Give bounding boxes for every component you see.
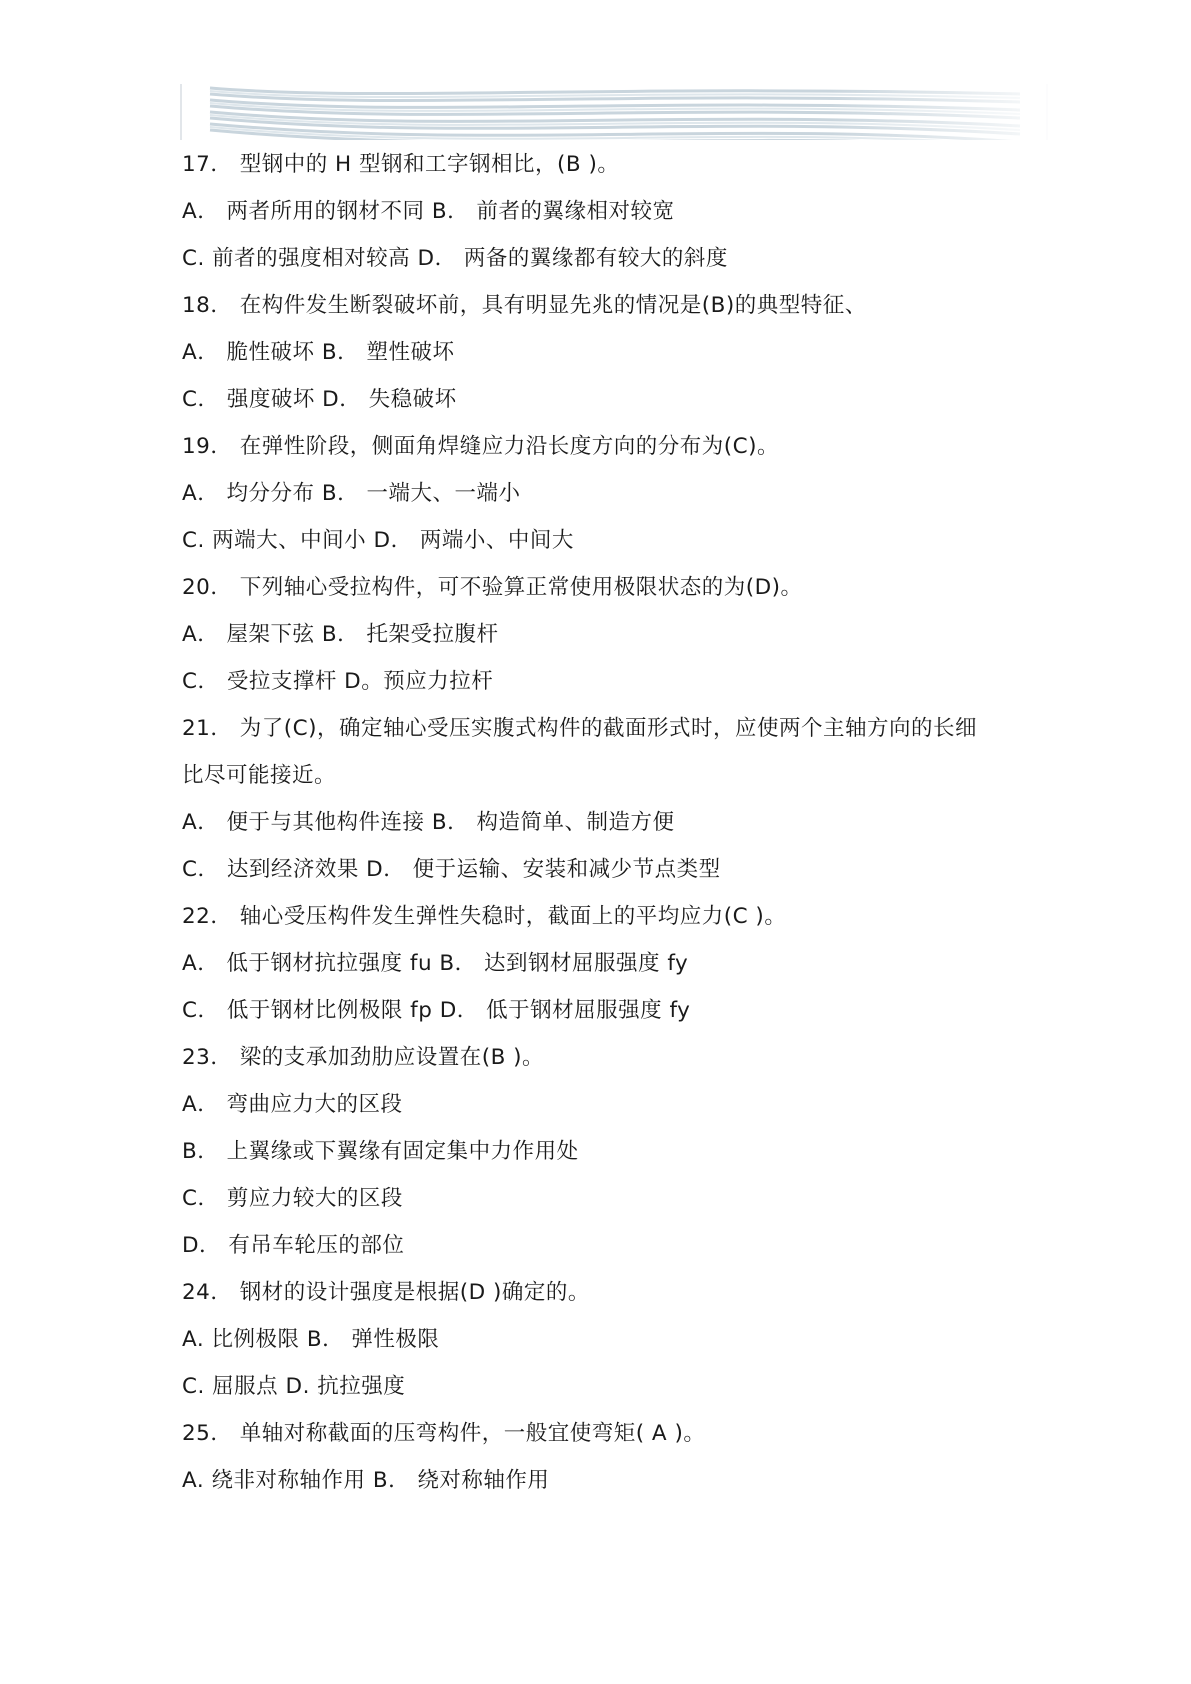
- question-21-continued: 比尽可能接近。: [182, 763, 337, 788]
- question-20-options-ab: A． 屋架下弦 B． 托架受拉腹杆: [182, 622, 499, 647]
- question-23-option-b: B． 上翼缘或下翼缘有固定集中力作用处: [182, 1139, 579, 1164]
- question-20-options-cd: C． 受拉支撑杆 D。预应力拉杆: [182, 669, 494, 694]
- question-22-options-cd: C． 低于钢材比例极限 fp D． 低于钢材屈服强度 fy: [182, 998, 691, 1023]
- question-22-options-ab: A． 低于钢材抗拉强度 fu B． 达到钢材屈服强度 fy: [182, 951, 689, 976]
- question-17-options-cd: C. 前者的强度相对较高 D． 两备的翼缘都有较大的斜度: [182, 246, 728, 271]
- wave-banner-graphic: [180, 84, 1048, 140]
- question-20: 20． 下列轴心受拉构件，可不验算正常使用极限状态的为(D)。: [182, 575, 803, 600]
- question-17: 17． 型钢中的 H 型钢和工字钢相比，(B )。: [182, 152, 620, 177]
- question-23: 23． 梁的支承加劲肋应设置在(B )。: [182, 1045, 545, 1070]
- question-24-options-ab: A. 比例极限 B． 弹性极限: [182, 1327, 440, 1352]
- question-23-option-c: C． 剪应力较大的区段: [182, 1186, 403, 1211]
- question-19: 19． 在弹性阶段，侧面角焊缝应力沿长度方向的分布为(C)。: [182, 434, 779, 459]
- question-17-options-ab: A． 两者所用的钢材不同 B． 前者的翼缘相对较宽: [182, 199, 675, 224]
- question-21-options-cd: C． 达到经济效果 D． 便于运输、安装和减少节点类型: [182, 857, 721, 882]
- question-22: 22． 轴心受压构件发生弹性失稳时，截面上的平均应力(C )。: [182, 904, 787, 929]
- exam-questions-body: [182, 141, 1062, 1504]
- page-header-decoration: [180, 84, 1048, 140]
- question-25: 25． 单轴对称截面的压弯构件，一般宜使弯矩( A )。: [182, 1421, 706, 1446]
- question-18: 18． 在构件发生断裂破坏前，具有明显先兆的情况是(B)的典型特征、: [182, 293, 867, 318]
- question-18-options-cd: C． 强度破坏 D． 失稳破坏: [182, 387, 457, 412]
- question-24: 24． 钢材的设计强度是根据(D )确定的。: [182, 1280, 590, 1305]
- question-24-options-cd: C. 屈服点 D. 抗拉强度: [182, 1374, 406, 1399]
- question-21-options-ab: A． 便于与其他构件连接 B． 构造简单、制造方便: [182, 810, 675, 835]
- question-23-option-d: D． 有吊车轮压的部位: [182, 1233, 405, 1258]
- question-18-options-ab: A． 脆性破坏 B． 塑性破坏: [182, 340, 455, 365]
- question-23-option-a: A． 弯曲应力大的区段: [182, 1092, 403, 1117]
- question-25-options-ab: A. 绕非对称轴作用 B． 绕对称轴作用: [182, 1468, 550, 1493]
- question-19-options-ab: A． 均分分布 B． 一端大、一端小: [182, 481, 521, 506]
- question-21: 21． 为了(C)，确定轴心受压实腹式构件的截面形式时，应使两个主轴方向的长细: [182, 716, 977, 741]
- question-19-options-cd: C. 两端大、中间小 D． 两端小、中间大: [182, 528, 574, 553]
